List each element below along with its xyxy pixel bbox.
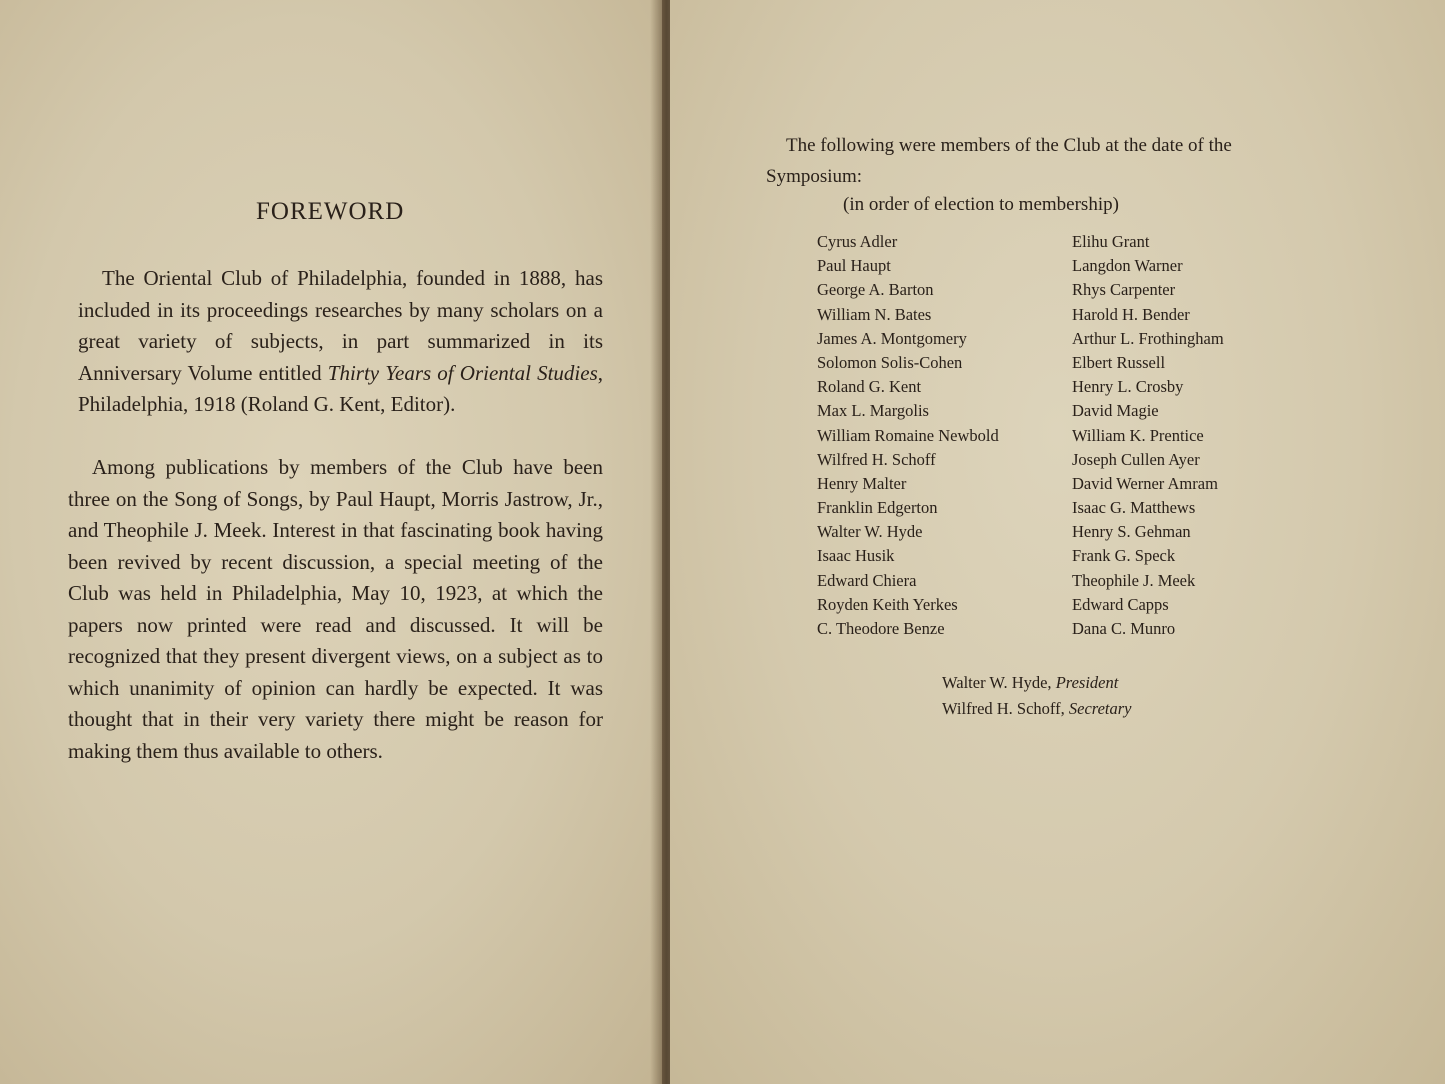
member-name: Royden Keith Yerkes: [817, 594, 958, 614]
members-intro: [766, 130, 1271, 192]
member-name: Henry L. Crosby: [1072, 377, 1184, 397]
member-name: Joseph Cullen Ayer: [1072, 449, 1200, 469]
member-name: Walter W. Hyde: [817, 522, 923, 542]
member-name: Roland G. Kent: [817, 377, 922, 397]
member-name: Solomon Solis-Cohen: [817, 352, 963, 372]
member-name: Cyrus Adler: [817, 232, 898, 251]
member-name: Harold H. Bender: [1072, 304, 1190, 324]
member-name: David Werner Amram: [1072, 473, 1218, 493]
signature-secretary: [942, 699, 1132, 719]
member-name: Wilfred H. Schoff: [817, 449, 936, 469]
member-name: Elihu Grant: [1072, 232, 1150, 251]
member-name: Langdon Warner: [1072, 256, 1183, 276]
member-name: Elbert Russell: [1072, 352, 1166, 372]
left-page: [0, 0, 662, 1084]
member-name: Frank G. Speck: [1072, 546, 1176, 566]
member-name: William K. Prentice: [1072, 425, 1204, 445]
member-name: David Magie: [1072, 401, 1159, 421]
member-name: Franklin Edgerton: [817, 498, 938, 518]
member-name: William Romaine Newbold: [817, 425, 999, 445]
member-name: Edward Chiera: [817, 570, 917, 590]
foreword-paragraph-2: [68, 452, 603, 767]
member-name: Dana C. Munro: [1072, 619, 1176, 638]
foreword-paragraph-1-text: The Oriental Club of Philadelphia, founded in 1888, has included in its proceedings researches by many scholars on a great variety of subjects, in part summarized in its Anniversary Volume entitled: [78, 266, 603, 385]
member-name: George A. Barton: [817, 280, 934, 300]
foreword-title: FOREWORD: [256, 198, 405, 225]
member-name: Isaac G. Matthews: [1072, 498, 1196, 518]
signature-president: [942, 673, 1118, 693]
member-name: Rhys Carpenter: [1072, 280, 1176, 300]
member-name: James A. Montgomery: [817, 328, 967, 348]
member-name: Arthur L. Frothingham: [1072, 328, 1224, 348]
member-name: Edward Capps: [1072, 594, 1169, 614]
foreword-paragraph-2-text: Among publications by members of the Club have been three on the Song of Songs, by Paul Haupt, Morris Jastrow, Jr., and Theophile J. Meek. Interest in that fascinating book having been revived by recent discussion, a special meeting of the Club was held in Philadelphia, May 10, 1923, at which the papers now printed were read and discussed. It will be recognized that they present divergent views, on a subject as to which unanimity of opinion can hardly be expected. It was thought that in their very variety there might be reason for making them thus available to others.: [68, 455, 603, 763]
members-column-2: [1072, 230, 1224, 641]
member-name: C. Theodore Benze: [817, 619, 945, 638]
signature-name: Wilfred H. Schoff,: [942, 699, 1065, 718]
members-intro-text: The following were members of the Club at the date of the Symposium:: [766, 135, 1232, 187]
order-note: (in order of election to membership): [843, 194, 1119, 215]
signature-role: Secretary: [1068, 699, 1132, 718]
member-name: Theophile J. Meek: [1072, 570, 1196, 590]
member-name: Paul Haupt: [817, 256, 891, 276]
member-name: Henry S. Gehman: [1072, 522, 1191, 542]
member-name: Max L. Margolis: [817, 401, 929, 421]
book-title-italic: Thirty Years of Oriental Studies: [327, 360, 598, 385]
member-name: Henry Malter: [817, 473, 907, 493]
foreword-paragraph-1-tail: , Philadelphia, 1918 (Roland G. Kent, Editor).: [78, 360, 603, 416]
member-name: William N. Bates: [817, 304, 932, 324]
signature-name: Walter W. Hyde,: [942, 673, 1052, 692]
member-name: Isaac Husik: [817, 546, 895, 566]
foreword-paragraph-1: [78, 263, 603, 421]
members-column-1: [817, 230, 999, 641]
signature-role: President: [1055, 673, 1119, 692]
